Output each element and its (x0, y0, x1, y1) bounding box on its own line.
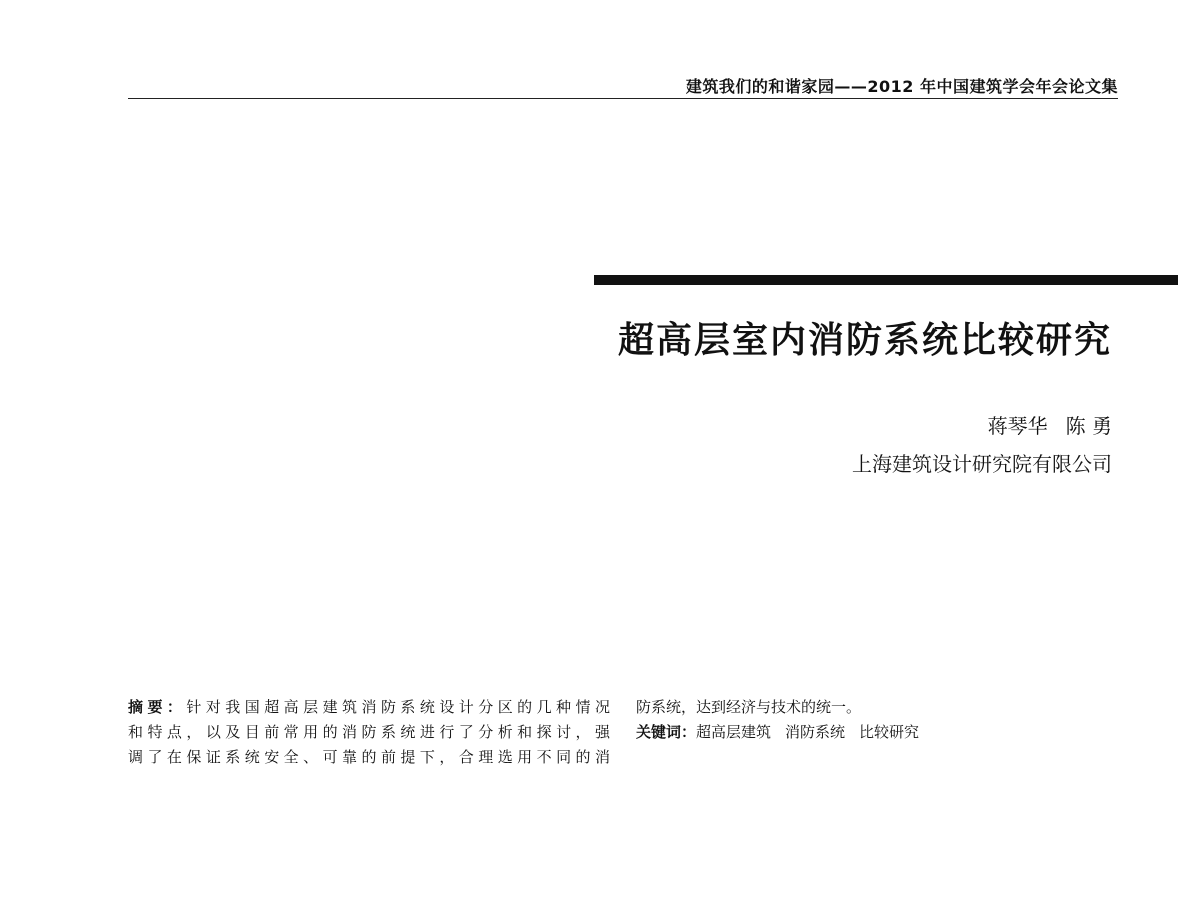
abstract-line: 调了在保证系统安全、可靠的前提下，合理选用不同的消 (128, 748, 610, 766)
author-name: 陈 勇 (1065, 414, 1112, 438)
authors (988, 410, 1112, 439)
abstract-line: 和特点，以及目前常用的消防系统进行了分析和探讨，强 (128, 723, 610, 741)
abstract-line (128, 695, 610, 720)
author-name: 蒋琴华 (987, 414, 1048, 438)
abstract-label: 摘要： (128, 698, 187, 716)
keyword-term: 比较研究 (859, 723, 920, 741)
keywords-line (636, 720, 1118, 745)
title-bar (594, 275, 1178, 285)
abstract-text: 针对我国超高层建筑消防系统设计分区的几种情况 (186, 698, 610, 716)
header-rule (128, 98, 1118, 99)
abstract-line: 防系统，达到经济与技术的统一。 (636, 698, 862, 716)
keywords-label: 关键词： (636, 723, 697, 741)
article-title: 超高层室内消防系统比较研究 (617, 320, 1112, 361)
affiliation: 上海建筑设计研究院有限公司 (852, 452, 1112, 476)
running-header: 建筑我们的和谐家园——2012 年中国建筑学会年会论文集 (685, 77, 1118, 96)
keyword-term: 消防系统 (785, 723, 846, 741)
abstract-column-right (636, 695, 1118, 745)
keyword-term: 超高层建筑 (696, 723, 772, 741)
abstract-column-left (128, 695, 610, 770)
